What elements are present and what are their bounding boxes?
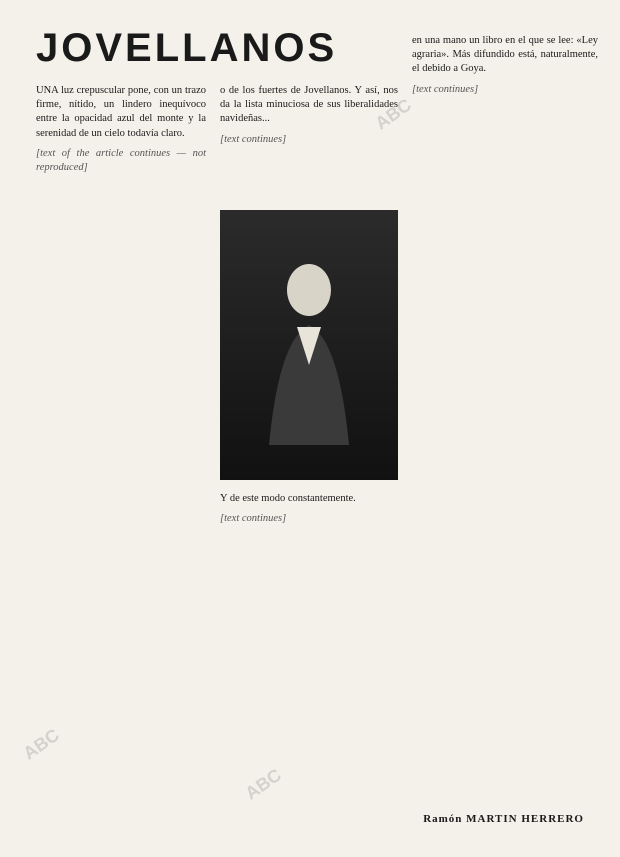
archive-watermark: ABC — [241, 764, 285, 804]
article-column-right — [412, 34, 598, 103]
page-title: JOVELLANOS — [36, 26, 338, 70]
column-excerpt: o de los fuertes de Jovellanos. Y así, nos da la lista minuciosa de sus liberalidades navideñas... — [220, 85, 398, 125]
article-column-center-lower — [220, 492, 398, 532]
author-byline: Ramón MARTIN HERRERO — [423, 813, 584, 825]
column-omission-note: [text continues] — [220, 133, 287, 145]
column-omission-note: [text of the article continues — not reproduced] — [36, 147, 206, 173]
jovellanos-portrait — [220, 210, 398, 480]
column-omission-note: [text continues] — [412, 83, 479, 95]
article-column-center — [220, 84, 398, 153]
column-excerpt: Y de este modo constantemente. — [220, 493, 356, 504]
column-excerpt: en una mano un libro en el que se lee: «Ley agraria». Más difundido está, naturalmente, el debido a Goya. — [412, 35, 598, 75]
column-excerpt: UNA luz crepuscular pone, con un trazo firme, nítido, un lindero inequívoco entre la opacidad azul del monte y la serenidad de un cielo todavía claro. — [36, 85, 206, 139]
article-column-left — [36, 84, 206, 181]
column-omission-note: [text continues] — [220, 513, 287, 525]
magazine-page — [14, 14, 606, 843]
archive-watermark: ABC — [371, 94, 415, 134]
archive-watermark: ABC — [19, 724, 63, 764]
portrait-figure-icon — [249, 245, 369, 445]
